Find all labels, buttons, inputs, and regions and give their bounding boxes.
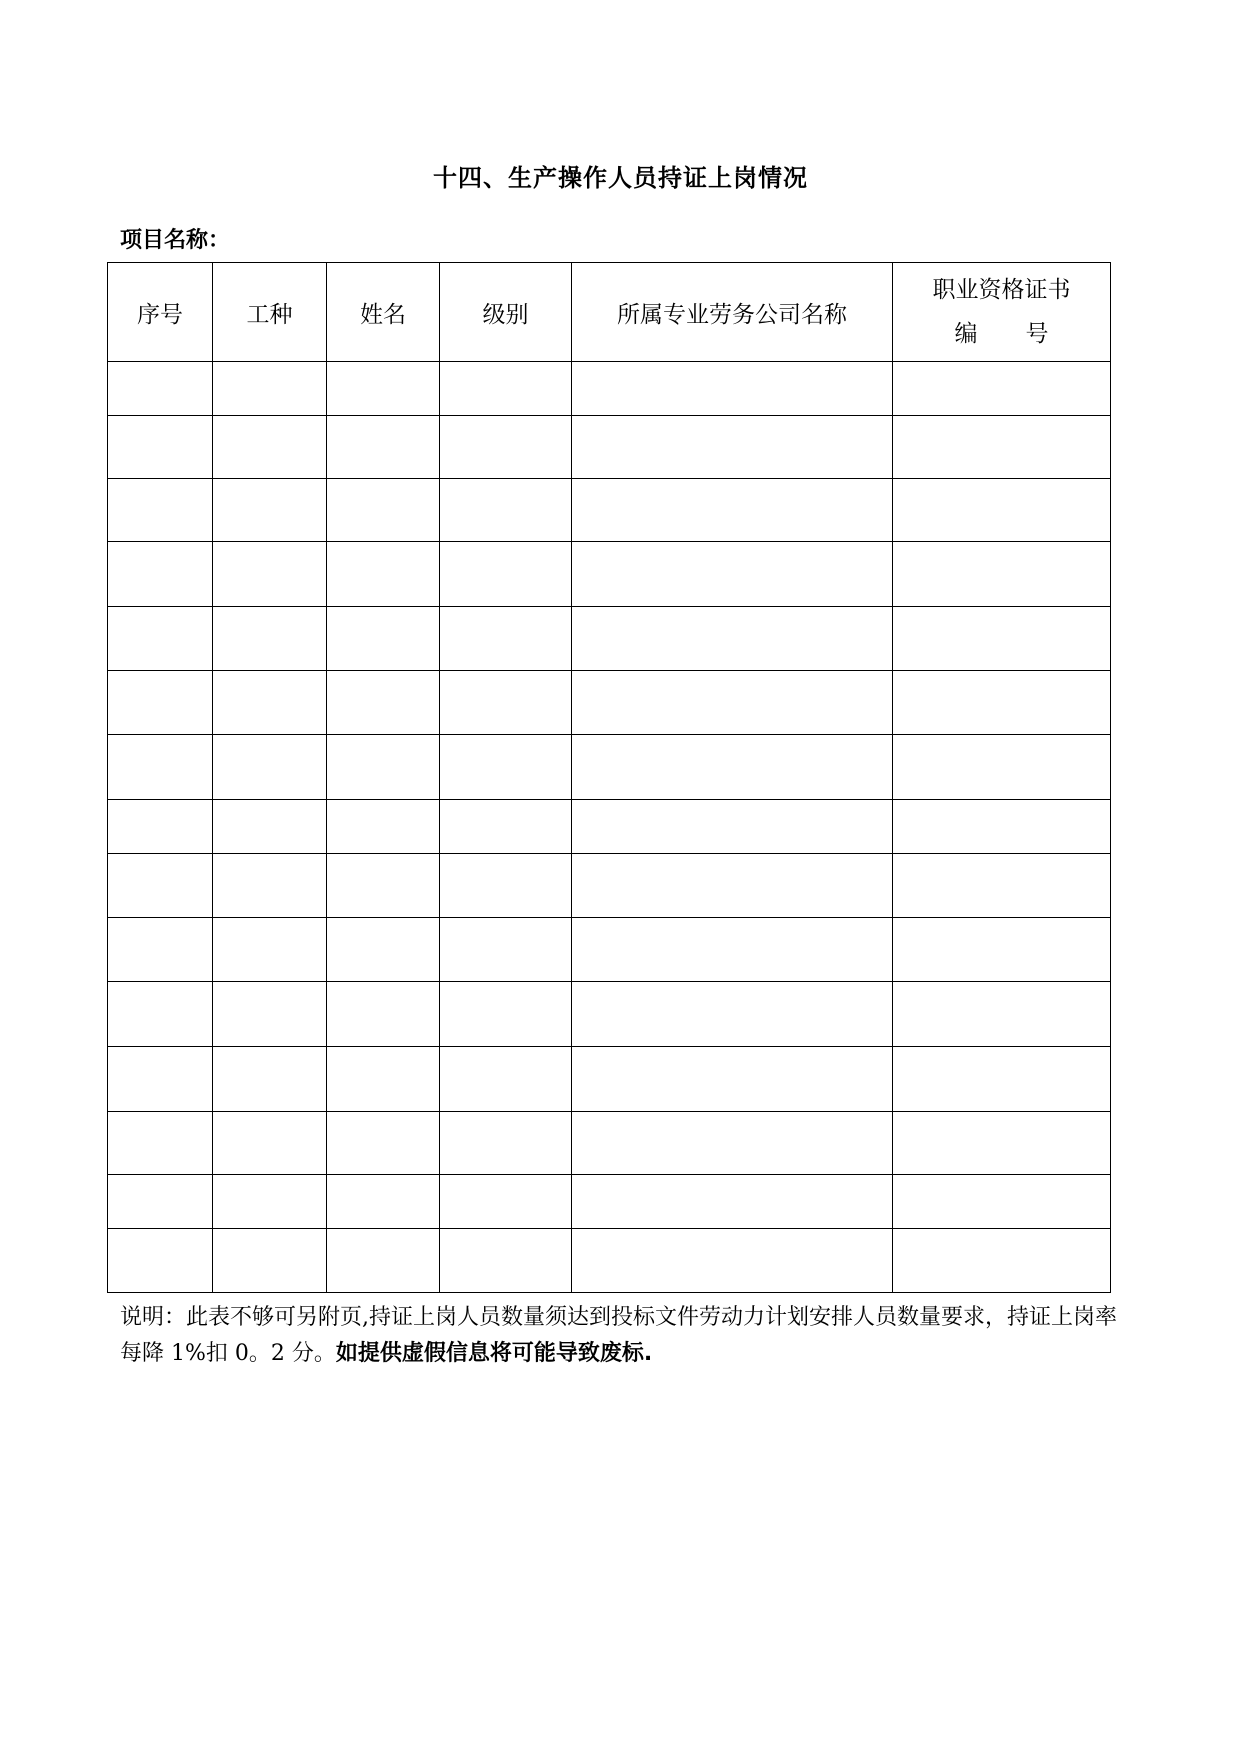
table-cell [213, 1229, 327, 1293]
table-cell [213, 854, 327, 918]
table-cell [572, 1112, 893, 1175]
table-cell [108, 542, 213, 607]
table-row [108, 362, 1111, 416]
table-cell [893, 1229, 1111, 1293]
table-cell [213, 1047, 327, 1112]
table-cell [108, 854, 213, 918]
table-cell [108, 918, 213, 982]
table-cell [893, 479, 1111, 542]
table-cell [440, 982, 572, 1047]
table-row [108, 800, 1111, 854]
table-cell [893, 1112, 1111, 1175]
table-cell [108, 1112, 213, 1175]
table-cell [572, 607, 893, 671]
table-cell [893, 800, 1111, 854]
table-row [108, 416, 1111, 479]
table-cell [572, 1175, 893, 1229]
staff-certification-table [107, 262, 1111, 1293]
table-cell [440, 1229, 572, 1293]
table-cell [327, 362, 440, 416]
table-cell [213, 416, 327, 479]
table-cell [213, 982, 327, 1047]
table-cell [327, 735, 440, 800]
table-cell [893, 542, 1111, 607]
table-row [108, 1229, 1111, 1293]
table-cell [327, 542, 440, 607]
header-labor-company: 所属专业劳务公司名称 [572, 263, 893, 362]
table-cell [572, 416, 893, 479]
table-cell [893, 362, 1111, 416]
table-cell [108, 1229, 213, 1293]
header-serial-number: 序号 [108, 263, 213, 362]
note-paragraph [120, 1300, 1130, 1372]
table-cell [327, 918, 440, 982]
table-cell [893, 671, 1111, 735]
table-cell [327, 671, 440, 735]
table-cell [893, 982, 1111, 1047]
header-certificate-line1: 职业资格证书 [932, 277, 1071, 303]
table-row [108, 982, 1111, 1047]
table-cell [108, 1047, 213, 1112]
note-text: 说明：此表不够可另附页,持证上岗人员数量须达到投标文件劳动力计划安排人员数量要求，持证上岗率每降 1%扣 0。2 分。 [120, 1305, 1117, 1366]
table-row [108, 735, 1111, 800]
table-cell [572, 479, 893, 542]
table-cell [108, 607, 213, 671]
table-cell [572, 854, 893, 918]
table-cell [108, 416, 213, 479]
table-cell [213, 735, 327, 800]
table-cell [893, 607, 1111, 671]
table-cell [327, 1047, 440, 1112]
header-level: 级别 [440, 263, 572, 362]
table-row [108, 1047, 1111, 1112]
table-cell [572, 1047, 893, 1112]
table-cell [893, 918, 1111, 982]
table-cell [327, 854, 440, 918]
table-cell [213, 479, 327, 542]
table-cell [440, 362, 572, 416]
table-cell [572, 671, 893, 735]
table-cell [893, 735, 1111, 800]
table-cell [572, 735, 893, 800]
table-cell [893, 1175, 1111, 1229]
table-cell [440, 671, 572, 735]
table-header-row [108, 263, 1111, 362]
table-row [108, 671, 1111, 735]
table-cell [108, 1175, 213, 1229]
table-cell [572, 362, 893, 416]
table-cell [327, 1112, 440, 1175]
table-row [108, 918, 1111, 982]
table-cell [213, 671, 327, 735]
table-cell [893, 1047, 1111, 1112]
table-row [108, 607, 1111, 671]
table-cell [327, 479, 440, 542]
table-cell [572, 1229, 893, 1293]
header-certificate-line2: 编号 [954, 321, 1097, 347]
header-job-type: 工种 [213, 263, 327, 362]
table-cell [327, 800, 440, 854]
table-row [108, 1175, 1111, 1229]
table-cell [572, 542, 893, 607]
table-cell [440, 542, 572, 607]
table-cell [440, 854, 572, 918]
table-cell [213, 918, 327, 982]
table-cell [108, 479, 213, 542]
table-cell [108, 362, 213, 416]
table-cell [213, 1175, 327, 1229]
note-warning: 如提供虚假信息将可能导致废标. [335, 1341, 653, 1366]
table-cell [440, 607, 572, 671]
table-cell [108, 982, 213, 1047]
header-name: 姓名 [327, 263, 440, 362]
table-cell [440, 416, 572, 479]
table-cell [108, 800, 213, 854]
table-cell [213, 542, 327, 607]
table-cell [440, 918, 572, 982]
table-cell [572, 800, 893, 854]
table-row [108, 542, 1111, 607]
table-cell [213, 607, 327, 671]
table-cell [108, 671, 213, 735]
table-cell [327, 1229, 440, 1293]
table-cell [327, 607, 440, 671]
table-cell [327, 416, 440, 479]
table-cell [893, 854, 1111, 918]
header-certificate-number [893, 263, 1111, 362]
table-cell [213, 362, 327, 416]
table-cell [572, 918, 893, 982]
table-row [108, 1112, 1111, 1175]
table-row [108, 479, 1111, 542]
table-cell [108, 735, 213, 800]
project-name-label: 项目名称： [120, 228, 231, 253]
table-cell [572, 982, 893, 1047]
table-row [108, 854, 1111, 918]
table-body [108, 362, 1111, 1293]
table-cell [213, 800, 327, 854]
table-cell [440, 735, 572, 800]
table-cell [327, 1175, 440, 1229]
table-cell [440, 800, 572, 854]
table-cell [893, 416, 1111, 479]
document-title: 十四、生产操作人员持证上岗情况 [433, 164, 808, 192]
table-cell [327, 982, 440, 1047]
table-cell [440, 479, 572, 542]
table-cell [440, 1112, 572, 1175]
table-cell [213, 1112, 327, 1175]
table-cell [440, 1175, 572, 1229]
table-cell [440, 1047, 572, 1112]
